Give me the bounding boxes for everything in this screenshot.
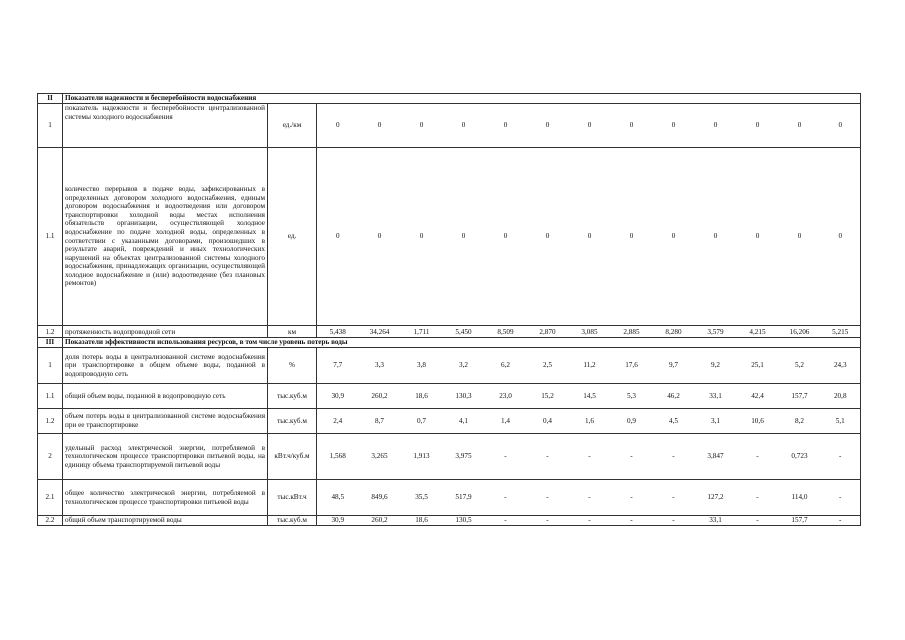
- value-cell: 30,9: [317, 516, 359, 526]
- table-row: [38, 348, 861, 384]
- row-index: 1: [38, 104, 63, 148]
- value-cell: 0,9: [611, 409, 653, 434]
- value-cell: 0: [653, 104, 695, 148]
- value-cell: 10,6: [737, 409, 779, 434]
- value-cell: 30,9: [317, 384, 359, 409]
- value-cell: 130,5: [443, 516, 485, 526]
- value-cell: 849,6: [359, 480, 401, 516]
- row-index: 1: [38, 348, 63, 384]
- value-cell: 0: [821, 104, 861, 148]
- value-cell: 0: [737, 148, 779, 326]
- value-cell: 8,2: [779, 409, 821, 434]
- value-cell: -: [821, 480, 861, 516]
- value-cell: 15,2: [527, 384, 569, 409]
- value-cell: -: [653, 516, 695, 526]
- value-cell: -: [485, 434, 527, 480]
- value-cell: 0: [779, 148, 821, 326]
- value-cell: 0,7: [401, 409, 443, 434]
- value-cell: 0: [359, 104, 401, 148]
- value-cell: 0: [611, 104, 653, 148]
- row-unit: тыс.куб.м: [268, 384, 317, 409]
- value-cell: 14,5: [569, 384, 611, 409]
- value-cell: 1,568: [317, 434, 359, 480]
- table-row: [38, 326, 861, 338]
- value-cell: 0: [317, 148, 359, 326]
- row-description: показатель надежности и бесперебойности централизованной системы холодного водоснабжения: [63, 104, 268, 148]
- value-cell: -: [821, 516, 861, 526]
- value-cell: 157,7: [779, 384, 821, 409]
- value-cell: 0: [611, 148, 653, 326]
- value-cell: 33,1: [695, 384, 737, 409]
- row-unit: ед./км: [268, 104, 317, 148]
- value-cell: 0: [653, 148, 695, 326]
- row-index: 2.1: [38, 480, 63, 516]
- value-cell: 0: [695, 104, 737, 148]
- row-description: количество перерывов в подаче воды, зафиксированных в определенных договором холодного водоснабжения, единым договором водоснабжения и водоотведения или договором транспортировки холодной воды местах исполнения обязательств организации, осуществляющей холодное водоснабжение по подаче холодной воды, определенных в соответствии с указанными договорами, произошедших в результате аварий, повреждений и иных технологических нарушений на объектах централизованной системы холодного водоснабжения, принадлежащих организации, осуществляющей холодное водоснабжение и (или) водоотведение (без плановых ремонтов): [63, 148, 268, 326]
- value-cell: 0: [485, 104, 527, 148]
- value-cell: 0: [569, 104, 611, 148]
- value-cell: -: [485, 480, 527, 516]
- value-cell: -: [527, 434, 569, 480]
- table-row: [38, 384, 861, 409]
- value-cell: 3,085: [569, 326, 611, 338]
- value-cell: 3,2: [443, 348, 485, 384]
- value-cell: 46,2: [653, 384, 695, 409]
- section-header: [38, 338, 861, 348]
- table-row: [38, 480, 861, 516]
- value-cell: -: [821, 434, 861, 480]
- value-cell: 24,3: [821, 348, 861, 384]
- value-cell: 7,7: [317, 348, 359, 384]
- value-cell: 5,2: [779, 348, 821, 384]
- value-cell: -: [569, 516, 611, 526]
- value-cell: -: [611, 516, 653, 526]
- value-cell: 11,2: [569, 348, 611, 384]
- value-cell: 8,280: [653, 326, 695, 338]
- value-cell: 33,1: [695, 516, 737, 526]
- value-cell: 3,1: [695, 409, 737, 434]
- value-cell: 3,265: [359, 434, 401, 480]
- value-cell: 2,870: [527, 326, 569, 338]
- value-cell: -: [653, 480, 695, 516]
- value-cell: 130,3: [443, 384, 485, 409]
- value-cell: 5,3: [611, 384, 653, 409]
- value-cell: 35,5: [401, 480, 443, 516]
- value-cell: 8,509: [485, 326, 527, 338]
- value-cell: 260,2: [359, 516, 401, 526]
- row-unit: тыс.куб.м: [268, 516, 317, 526]
- value-cell: 0: [485, 148, 527, 326]
- row-index: 1.1: [38, 148, 63, 326]
- value-cell: 3,975: [443, 434, 485, 480]
- row-description: объем потерь воды в централизованной системе водоснабжения при ее транспортировке: [63, 409, 268, 434]
- table-row: [38, 104, 861, 148]
- indicators-table: [37, 93, 861, 526]
- row-index: 2: [38, 434, 63, 480]
- value-cell: 0: [443, 104, 485, 148]
- value-cell: -: [737, 480, 779, 516]
- value-cell: 0,723: [779, 434, 821, 480]
- value-cell: 0: [695, 148, 737, 326]
- value-cell: -: [653, 434, 695, 480]
- row-index: 2.2: [38, 516, 63, 526]
- value-cell: 18,6: [401, 384, 443, 409]
- value-cell: 517,9: [443, 480, 485, 516]
- value-cell: 5,450: [443, 326, 485, 338]
- section-title: Показатели надежности и бесперебойности водоснабжения: [63, 94, 861, 104]
- value-cell: 9,2: [695, 348, 737, 384]
- value-cell: 1,913: [401, 434, 443, 480]
- row-unit: %: [268, 348, 317, 384]
- value-cell: 127,2: [695, 480, 737, 516]
- value-cell: -: [611, 434, 653, 480]
- row-description: удельный расход электрической энергии, потребляемой в технологическом процессе транспортировки питьевой воды, на единицу объема транспортируемой питьевой воды: [63, 434, 268, 480]
- value-cell: 20,8: [821, 384, 861, 409]
- value-cell: 5,438: [317, 326, 359, 338]
- row-index: 1.2: [38, 326, 63, 338]
- section-number: III: [38, 338, 63, 348]
- value-cell: 0: [527, 148, 569, 326]
- value-cell: -: [485, 516, 527, 526]
- value-cell: 3,8: [401, 348, 443, 384]
- value-cell: 0: [527, 104, 569, 148]
- value-cell: 17,6: [611, 348, 653, 384]
- value-cell: 5,215: [821, 326, 861, 338]
- value-cell: 42,4: [737, 384, 779, 409]
- value-cell: 3,579: [695, 326, 737, 338]
- value-cell: 0: [569, 148, 611, 326]
- value-cell: 2,885: [611, 326, 653, 338]
- row-index: 1.1: [38, 384, 63, 409]
- value-cell: 48,5: [317, 480, 359, 516]
- value-cell: 0: [359, 148, 401, 326]
- value-cell: 18,6: [401, 516, 443, 526]
- section-number: II: [38, 94, 63, 104]
- row-description: доля потерь воды в централизованной системе водоснабжения при транспортировке в общем объеме воды, поданной в водопроводную сеть: [63, 348, 268, 384]
- value-cell: 3,847: [695, 434, 737, 480]
- value-cell: 9,7: [653, 348, 695, 384]
- section-title: Показатели эффективности использования ресурсов, в том числе уровень потерь воды: [63, 338, 861, 348]
- value-cell: -: [527, 480, 569, 516]
- value-cell: 2,5: [527, 348, 569, 384]
- row-unit: тыс.кВт.ч: [268, 480, 317, 516]
- row-unit: тыс.куб.м: [268, 409, 317, 434]
- value-cell: 4,5: [653, 409, 695, 434]
- value-cell: 25,1: [737, 348, 779, 384]
- value-cell: 0: [443, 148, 485, 326]
- value-cell: 0: [779, 104, 821, 148]
- table-row: [38, 148, 861, 326]
- value-cell: -: [569, 480, 611, 516]
- value-cell: 0: [401, 104, 443, 148]
- value-cell: 23,0: [485, 384, 527, 409]
- value-cell: 1,4: [485, 409, 527, 434]
- value-cell: -: [569, 434, 611, 480]
- row-description: общий объем транспортируемой воды: [63, 516, 268, 526]
- row-index: 1.2: [38, 409, 63, 434]
- value-cell: 1,711: [401, 326, 443, 338]
- value-cell: 4,1: [443, 409, 485, 434]
- row-description: общий объем воды, поданной в водопроводную сеть: [63, 384, 268, 409]
- table-row: [38, 434, 861, 480]
- value-cell: -: [527, 516, 569, 526]
- value-cell: 0: [821, 148, 861, 326]
- value-cell: 2,4: [317, 409, 359, 434]
- value-cell: 157,7: [779, 516, 821, 526]
- value-cell: 114,0: [779, 480, 821, 516]
- value-cell: 34,264: [359, 326, 401, 338]
- value-cell: 260,2: [359, 384, 401, 409]
- value-cell: 6,2: [485, 348, 527, 384]
- row-unit: ед.: [268, 148, 317, 326]
- value-cell: 3,3: [359, 348, 401, 384]
- value-cell: 8,7: [359, 409, 401, 434]
- value-cell: 16,206: [779, 326, 821, 338]
- value-cell: 0,4: [527, 409, 569, 434]
- value-cell: 1,6: [569, 409, 611, 434]
- row-description: общее количество электрической энергии, потребляемой в технологическом процессе транспортировки питьевой воды: [63, 480, 268, 516]
- row-unit: км: [268, 326, 317, 338]
- table-row: [38, 516, 861, 526]
- row-unit: кВт.ч/куб.м: [268, 434, 317, 480]
- section-header: [38, 94, 861, 104]
- value-cell: 5,1: [821, 409, 861, 434]
- value-cell: 0: [401, 148, 443, 326]
- value-cell: -: [737, 434, 779, 480]
- value-cell: 4,215: [737, 326, 779, 338]
- row-description: протяженность водопроводной сети: [63, 326, 268, 338]
- value-cell: -: [611, 480, 653, 516]
- table-row: [38, 409, 861, 434]
- value-cell: 0: [317, 104, 359, 148]
- value-cell: -: [737, 516, 779, 526]
- value-cell: 0: [737, 104, 779, 148]
